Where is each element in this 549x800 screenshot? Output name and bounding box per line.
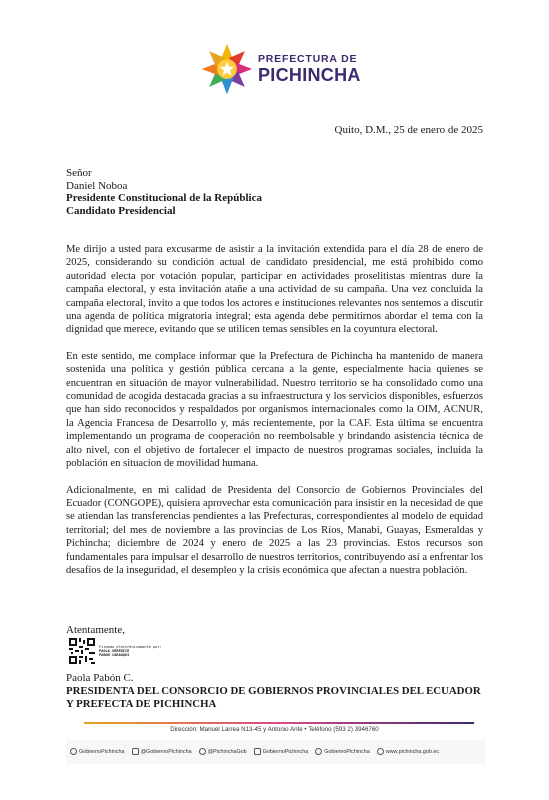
recipient-subtitle: Candidato Presidencial: [66, 204, 176, 217]
closing-text: Atentamente,: [66, 624, 125, 636]
social-label: www.pichincha.gob.ec: [385, 748, 440, 755]
letter-date: Quito, D.M., 25 de enero de 2025: [334, 124, 483, 136]
signer-title-2: Y PREFECTA DE PICHINCHA: [66, 698, 217, 710]
social-facebook[interactable]: [70, 748, 125, 755]
body-paragraph-1: Me dirijo a usted para excusarme de asistir a la invitación extendida para el día 28 de enero de 2025, considerando su condición actual de candidato presidencial, me está prohibido como autoridad electa por votación popular, participar en actividades proselitistas mientras dure la campaña electoral, y esta invitación atañe a una actividad de su campaña. Una vez concluida la campaña electoral, invito a que todos los actores e instituciones relevantes nos sentemos a discutir una agenda de política migratoria integral; esta agenda debe permitirnos abordar el tema con la dignidad que merece, evitando que se utilicen temas sensibles en la coyuntura electoral.: [66, 244, 483, 336]
signer-title-1: PRESIDENTA DEL CONSORCIO DE GOBIERNOS PROVINCIALES DEL ECUADOR: [66, 685, 481, 697]
recipient-greeting: Señor: [66, 167, 92, 179]
footer-address: Dirección: Manuel Larrea N13-45 y Antonio Ante • Teléfono (593 2) 3946760: [170, 726, 379, 733]
youtube-icon: [254, 748, 261, 755]
social-label: @PichinchaGob: [207, 748, 247, 755]
recipient-title: Presidente Constitucional de la República: [66, 192, 262, 205]
body-paragraph-3: Adicionalmente, en mi calidad de Presidenta del Consorcio de Gobiernos Provinciales del Ecuador (CONGOPE), quisiera aprovechar esta comunicación para insistir en la necesidad de que se atiendan las transferencias pendientes a las Prefecturas, correspondientes al modelo de equidad territorial; del mes de noviembre a las provincias de Los Ríos, Manabí, Guayas, Esmeraldas y Pichincha; diciembre de 2024 y enero de 2025 a las 23 provincias. Estos recursos son fundamentales para impulsar el desarrollo de nuestros territorios, contribuyendo así a enfrentar los desafíos de la inseguridad, el desempleo y la crisis económica que afectan a nuestra población.: [66, 484, 483, 576]
logo-line2: PICHINCHA: [258, 65, 361, 86]
facebook-icon: [70, 748, 77, 755]
prefectura-logo: [200, 42, 361, 96]
body-paragraph-2: En este sentido, me complace informar que la Prefectura de Pichincha ha mantenido de manera sostenida una política y gestión pública cercana a la gente, especialmente hacia quienes se encuentran en situación de mayor vulnerabilidad. Nuestro territorio se ha consolidado como una comunidad de acogida destacada gracias a su infraestructura y los servicios disponibles, esfuerzos que han sido reconocidos y respaldados por organismos internacionales como la OIM, ACNUR, la Agencia Francesa de Desarrollo y, más recientemente, por la CAF. Esta última se encuentra implementando un programa de cooperación no reembolsable y brindando asistencia técnica de alto nivel, con el objetivo de fortalecer el impacto de nuestros programas sociales, incluida la población en situacion de movilidad humana.: [66, 350, 483, 470]
web-icon: [377, 748, 384, 755]
social-tiktok[interactable]: [315, 748, 370, 755]
x-icon: [199, 748, 206, 755]
recipient-block: [66, 167, 262, 217]
social-youtube[interactable]: [254, 748, 309, 755]
social-label: GobiernoPichincha: [262, 748, 309, 755]
tiktok-icon: [315, 748, 322, 755]
social-label: GobiernoPichincha: [79, 748, 125, 755]
social-label: GobiernoPichincha: [324, 748, 370, 755]
signature-name-line1: PAOLA VERENICE: [99, 649, 130, 653]
social-x[interactable]: [199, 748, 247, 755]
footer-divider: [84, 722, 474, 724]
qr-code-icon: [69, 638, 95, 664]
social-links: [70, 748, 439, 755]
signature-name-line2: PABON CARANQUI: [99, 653, 130, 657]
social-web[interactable]: [377, 748, 439, 755]
recipient-name: Daniel Noboa: [66, 179, 128, 192]
signer-block: [66, 672, 481, 711]
instagram-icon: [132, 748, 139, 755]
logo-line1: PREFECTURA DE: [258, 52, 358, 65]
social-label: @GobiernoPichincha: [140, 748, 192, 755]
electronic-signature: [69, 638, 162, 664]
star-emblem-icon: [200, 42, 254, 96]
social-instagram[interactable]: [132, 748, 192, 755]
signature-caption: Firmado electrónicamente por:: [99, 645, 162, 649]
signer-name: Paola Pabón C.: [66, 672, 134, 684]
letter-body: [66, 243, 483, 590]
